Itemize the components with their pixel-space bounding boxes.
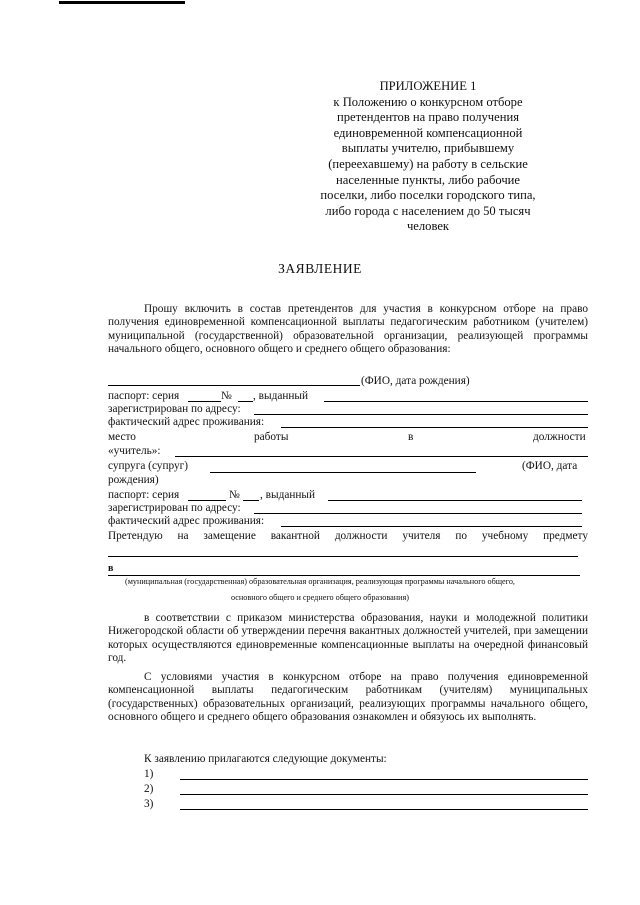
doc-number: 2) [144,783,154,795]
teacher-row [108,444,588,458]
doc-field-3[interactable] [180,809,588,810]
spouse-passport-series-label: паспорт: серия [108,489,180,501]
annex-line: к Положению о конкурсном отборе [333,94,523,109]
annex-line: человек [406,219,450,234]
doc-number: 1) [144,768,154,780]
birth-row [108,473,588,487]
annex-line: либо города с населением до 50 тысяч [325,203,531,218]
attached-text: К заявлению прилагаются следующие документы: [144,753,387,765]
header-rule [59,1,185,4]
position-label: должности [533,431,586,443]
teacher-label: «учитель»: [108,445,161,457]
spouse-number-label: № [229,489,240,501]
fio-row [108,374,588,388]
organization-field[interactable] [108,575,580,576]
order-text: в соответствии с приказом министерства образования, науки и молодежной политики Нижегородской области об утверждении перечня вакантных должностей учителей, при замещении которых осуществляются единовременные компенсационные выплаты на очередной финансовый год. [108,612,588,664]
fio-label: (ФИО, дата рождения) [361,375,470,387]
passport-series-label: паспорт: серия [108,390,180,402]
spouse-registered-label: зарегистрирован по адресу: [108,502,241,514]
spouse-label: супруга (супруг) [108,460,189,472]
intro-paragraph [108,303,588,356]
work-place-label: место [108,431,136,443]
attached-paragraph [108,753,588,766]
doc-field-2[interactable] [180,794,588,795]
spouse-passport-row [108,488,588,502]
registered-row [108,402,588,416]
annex-heading [318,79,538,235]
document-title: ЗАЯВЛЕНИЕ [278,261,362,276]
spouse-registered-row [108,501,588,515]
number-label: № [221,390,232,402]
conditions-paragraph [108,671,588,724]
annex-line: поселки, либо поселки городского типа, [320,188,536,203]
annex-line: единовременной компенсационной [333,125,523,140]
birth-label: рождения) [108,474,159,486]
passport-row [108,389,588,403]
in-letter: в [108,563,114,574]
annex-line: (переехавшему) на работу в сельские [328,156,528,171]
spouse-row [108,459,588,473]
organization-caption-1: (муниципальная (государственная) образовательная организация, реализующая программы начального общего, [125,577,515,586]
spouse-issued-label: , выданный [260,489,316,501]
spouse-actual-address-label: фактический адрес проживания: [108,515,265,527]
annex-line: ПРИЛОЖЕНИЕ 1 [379,79,477,93]
order-paragraph [108,612,588,665]
actual-address-label: фактический адрес проживания: [108,416,265,428]
registered-label: зарегистрирован по адресу: [108,403,241,415]
work-label: работы [254,431,289,443]
intro-text: Прошу включить в состав претендентов для участия в конкурсном отборе на право получения единовременной компенсационной выплаты педагогическим работником (учителем) муниципальной (государственной) образовательной организации, реализующей программы начального общего, основного общего и среднего общего образования: [108,303,588,355]
actual-address-row [108,415,588,429]
issued-label: , выданный [253,390,309,402]
subject-field[interactable] [108,556,578,557]
annex-line: претендентов на право получения [337,110,519,125]
conditions-text: С условиями участия в конкурсном отборе на право получения единовременной компенсационной выплаты педагогическим работникам (учителям) муниципальных (государственных) образовательных организаций, реализующих программы начального общего, основного общего и среднего общего образования ознакомлен и обязуюсь их выполнять. [108,671,588,723]
spouse-actual-address-row [108,514,588,528]
work-row [108,430,588,444]
spouse-fio-label: (ФИО, дата [522,460,578,472]
apply-line: Претендую на замещение вакантной должности учителя по учебному предмету [108,530,588,542]
doc-number: 3) [144,798,154,810]
organization-caption-2: основного общего и среднего общего образования) [230,593,410,602]
annex-line: выплаты учителю, прибывшему [341,141,515,156]
doc-field-1[interactable] [180,779,588,780]
in-label: в [408,431,414,443]
annex-line: населенные пункты, либо рабочие [335,172,520,187]
